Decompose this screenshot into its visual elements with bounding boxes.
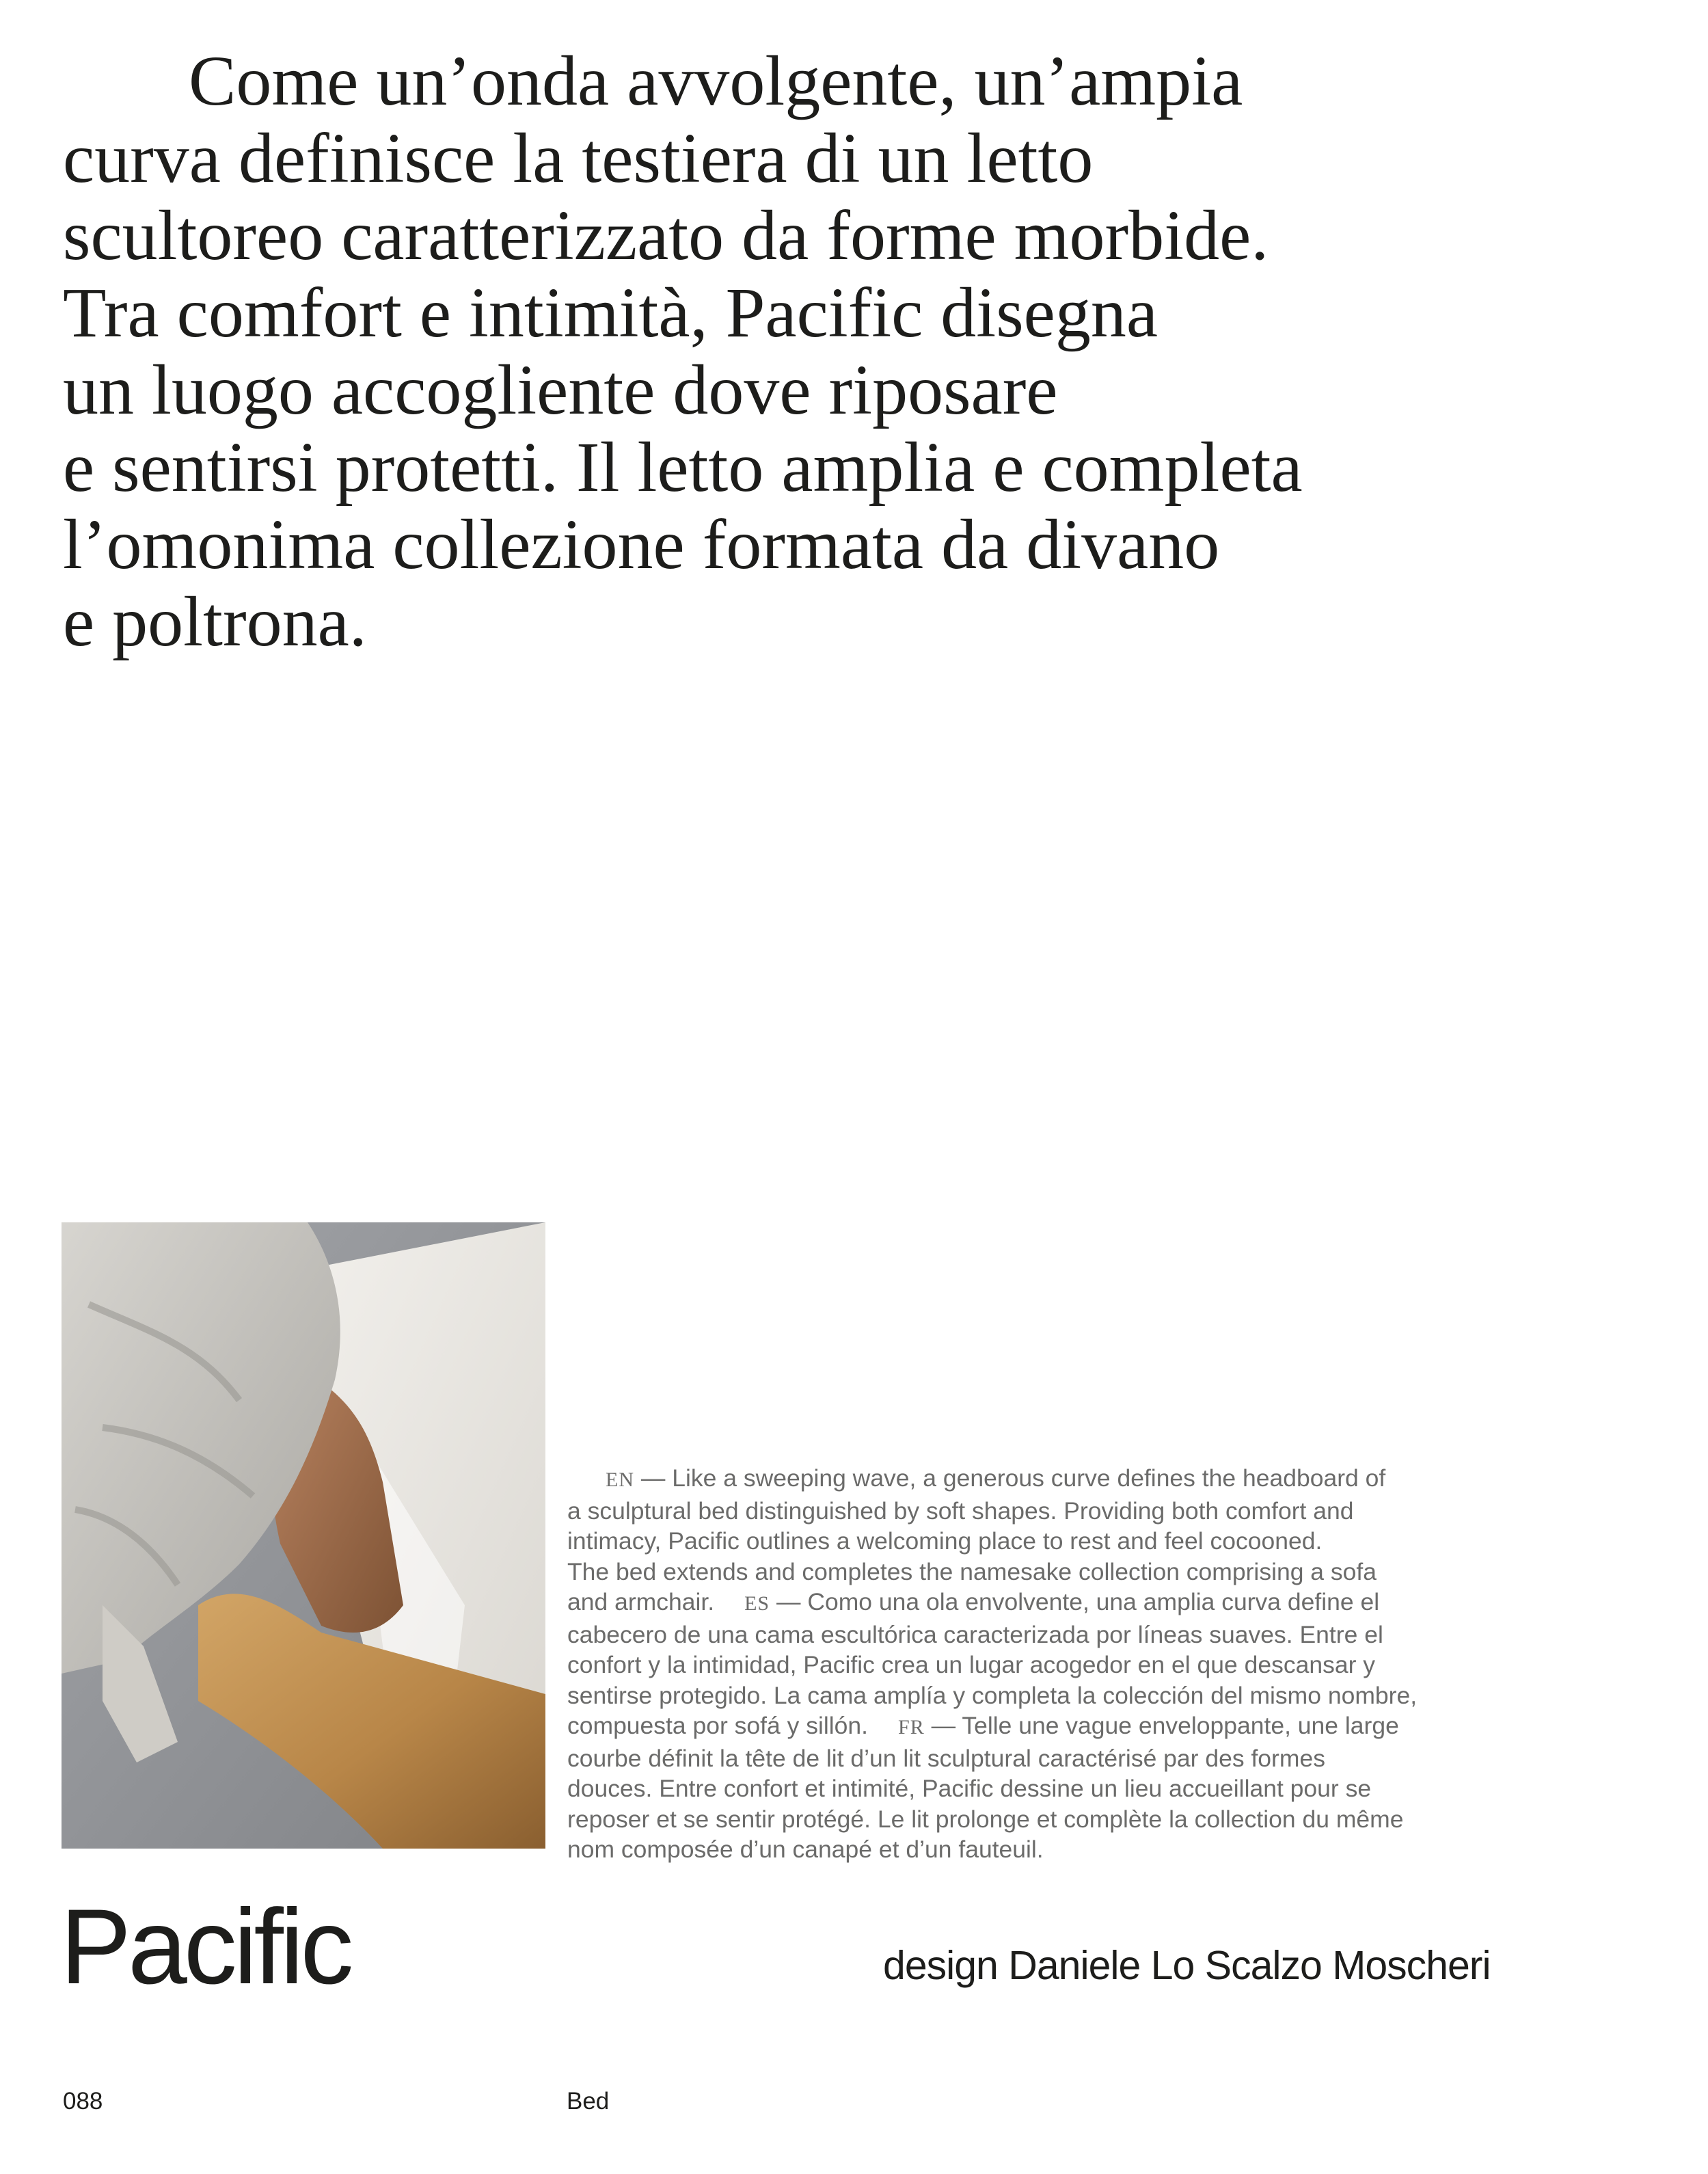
translation-line: cabecero de una cama escultórica caracterizada por líneas suaves. Entre el <box>567 1620 1383 1648</box>
lang-dash: — <box>634 1464 673 1492</box>
translation-text: and armchair. <box>567 1588 715 1615</box>
intro-line: un luogo accogliente dove riposare <box>63 351 1058 429</box>
translation-text: Like a sweeping wave, a generous curve defines the headboard of <box>672 1464 1386 1492</box>
section-label: Bed <box>567 2088 610 2115</box>
intro-line: Tra comfort e intimità, Pacific disegna <box>63 273 1158 352</box>
lang-dash: — <box>924 1712 962 1739</box>
translation-line: sentirse protegido. La cama amplía y completa la colección del mismo nombre, <box>567 1681 1418 1709</box>
translation-line: intimacy, Pacific outlines a welcoming place to rest and feel cocooned. <box>567 1527 1323 1555</box>
translation-text: Telle une vague enveloppante, une large <box>962 1712 1399 1739</box>
lang-dash: — <box>770 1588 808 1615</box>
translation-line: reposer et se sentir protégé. Le lit prolonge et complète la collection du même <box>567 1805 1404 1833</box>
translation-line: courbe définit la tête de lit d’un lit sculptural caractérisé par des formes <box>567 1744 1325 1772</box>
intro-line: e poltrona. <box>63 582 367 661</box>
intro-line: scultoreo caratterizzato da forme morbide. <box>63 196 1269 275</box>
intro-line: e sentirsi protetti. Il letto amplia e completa <box>63 428 1303 507</box>
translations-paragraph <box>567 1463 1558 1865</box>
translation-line: douces. Entre confort et intimité, Pacific dessine un lieu accueillant pour se <box>567 1775 1372 1802</box>
intro-line: Come un’onda avvolgente, un’ampia <box>189 42 1243 120</box>
lang-label-en: EN <box>606 1468 634 1491</box>
translation-line: a sculptural bed distinguished by soft shapes. Providing both comfort and <box>567 1497 1354 1525</box>
translation-line <box>567 1463 1558 1496</box>
translation-line: The bed extends and completes the namesake collection comprising a sofa <box>567 1557 1377 1585</box>
bed-detail-photo <box>62 1222 545 1849</box>
bed-detail-illustration <box>62 1222 545 1849</box>
translation-line: nom composée d’un canapé et d’un fauteuil. <box>567 1836 1044 1863</box>
translation-line <box>567 1587 1558 1620</box>
translation-line <box>567 1710 1558 1743</box>
product-name: Pacific <box>60 1888 351 2007</box>
designer-credit: design Daniele Lo Scalzo Moscheri <box>883 1943 1491 1988</box>
intro-line: curva definisce la testiera di un letto <box>63 119 1094 198</box>
lang-label-fr: FR <box>898 1716 925 1739</box>
lang-label-es: ES <box>744 1592 770 1615</box>
page-number: 088 <box>63 2088 103 2115</box>
intro-line: l’omonima collezione formata da divano <box>63 505 1220 584</box>
translation-text: Como una ola envolvente, una amplia curva define el <box>807 1588 1380 1615</box>
translation-text: compuesta por sofá y sillón. <box>567 1712 869 1739</box>
translation-line: confort y la intimidad, Pacific crea un lugar acogedor en el que descansar y <box>567 1651 1376 1678</box>
intro-paragraph <box>63 42 1594 660</box>
